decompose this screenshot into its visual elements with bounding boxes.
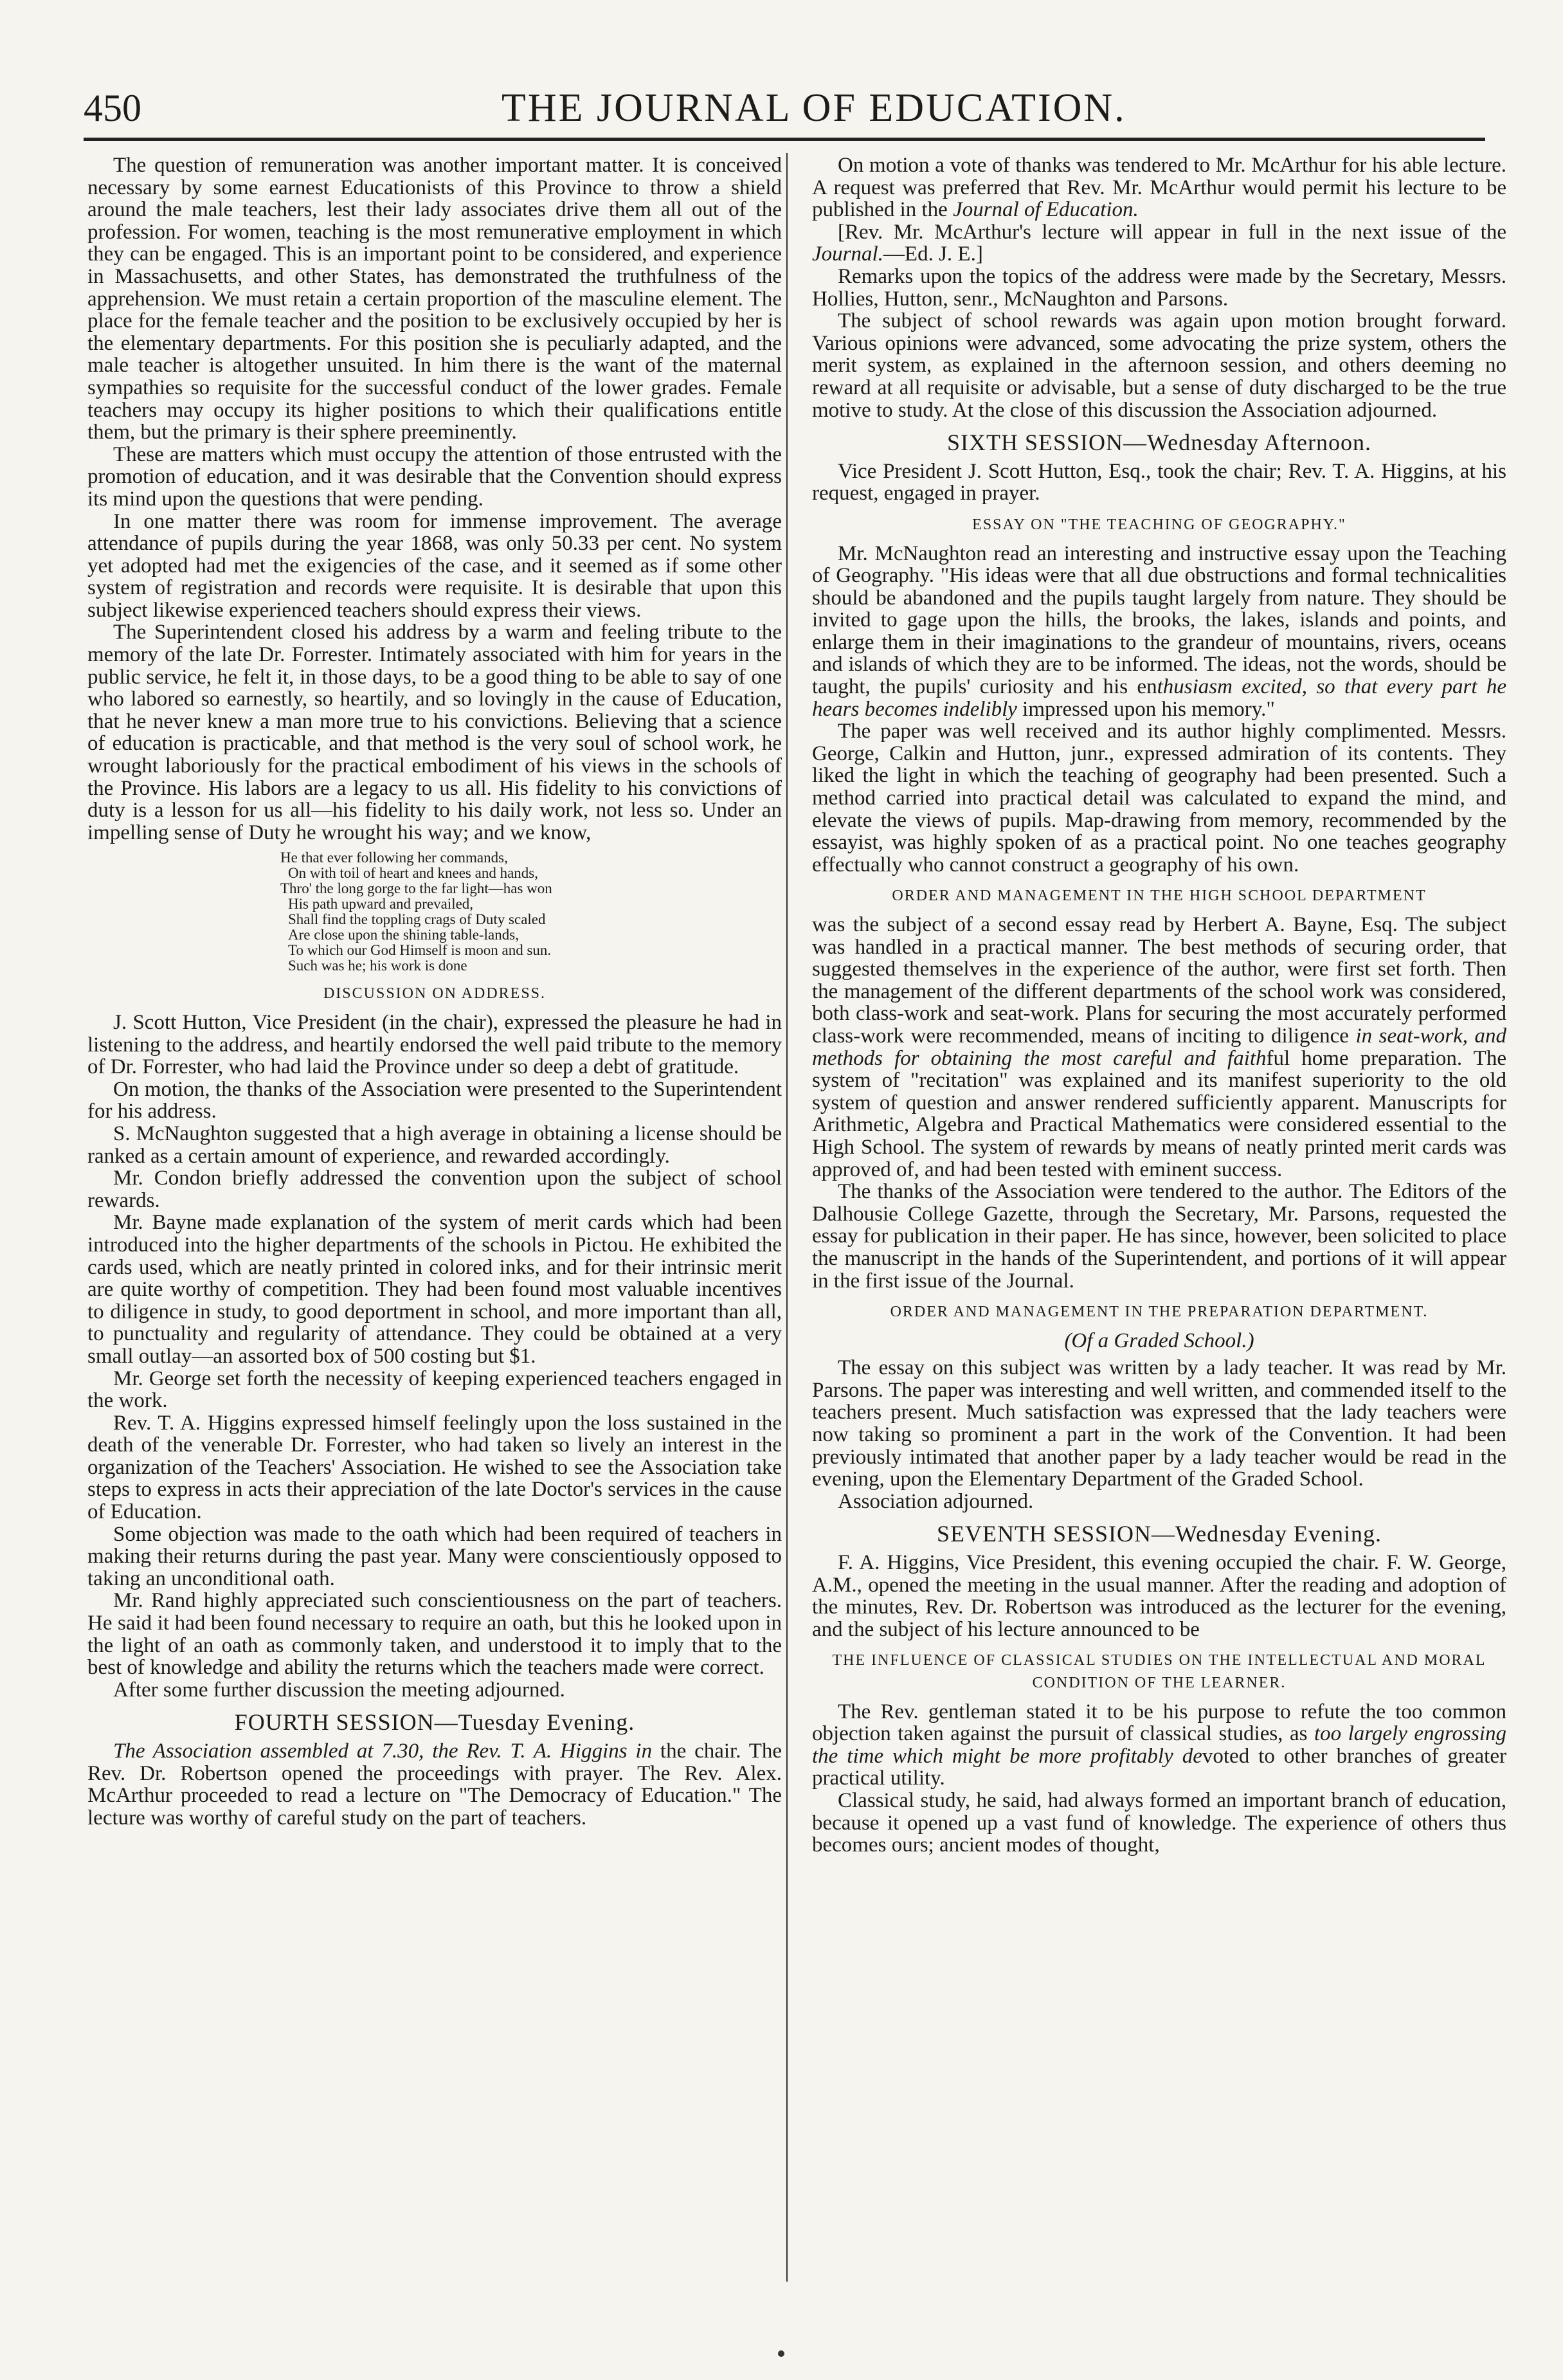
text-run: —Ed. J. E.] (883, 242, 983, 266)
paragraph: The essay on this subject was written by a lady teacher. It was read by Mr. Parsons. The paper was interesting and well written, and commended itself to the teachers present. Much satisfaction was expressed that the lady teachers were now taking so prominent a part in the work of the Convention. It had been previously intimated that another paper by a lady teacher would be read in the evening, upon the Elementary Department of the Graded School. (812, 1356, 1506, 1491)
paragraph: Remarks upon the topics of the address were made by the Secretary, Messrs. Hollies, Hutton, senr., McNaughton and Parsons. (812, 264, 1506, 311)
page-number: 450 (84, 87, 141, 129)
paragraph (812, 154, 1506, 221)
paragraph: Classical study, he said, had always formed an important branch of education, because it opened up a vast fund of knowledge. The experience of others thus becomes ours; ancient modes of thought, (812, 1788, 1506, 1857)
paragraph: Some objection was made to the oath which had been required of teachers in making their returns during the past year. Many were conscientiously opposed to taking an unconditional oath. (87, 1522, 782, 1590)
poem-line: His path upward and prevailed, (288, 896, 474, 913)
section-heading: SIXTH SESSION—Wednesday Afternoon. (946, 430, 1372, 456)
paragraph: These are matters which must occupy the attention of those entrusted with the promotion of education, and it was desirable that the Convention should express its mind upon the questions that were pending. (87, 442, 782, 511)
paragraph: J. Scott Hutton, Vice President (in the chair), expressed the pleasure he had in listening to the address, and heartily endorsed the well paid tribute to the memory of Dr. Forrester, who had laid the Province under so deep a debt of gratitude. (87, 1011, 782, 1079)
poem-line: To which our God Himself is moon and sun. (288, 942, 552, 959)
paragraph: S. McNaughton suggested that a high average in obtaining a license should be ranked as a certain amount of experience, and rewarded accordingly. (87, 1122, 782, 1168)
paragraph: The thanks of the Association were tendered to the author. The Editors of the Dalhousie College Gazette, through the Secretary, Mr. Parsons, requested the essay for publication in their paper. He has since, however, been solicited to place the manuscript in the hands of the Superintendent, and portions of it will appear in the first issue of the Journal. (812, 1180, 1506, 1293)
poem-quote (280, 850, 782, 974)
right-column (812, 154, 1506, 1857)
italic-text: thusiasm excited, so that every part he hears becomes indelibly (812, 675, 1507, 721)
paragraph: Mr. Rand highly appreciated such conscientiousness on the part of teachers. He said it had been found necessary to require an oath, but this he looked upon in the light of an oath as commonly taken, and understood it to imply that to the best of knowledge and ability the returns which the teachers made were correct. (87, 1589, 782, 1680)
paragraph: Rev. T. A. Higgins expressed himself feelingly upon the loss sustained in the death of the venerable Dr. Forrester, who had taken so lively an interest in the organization of the Teachers' Association. He wished to see the Association take steps to express in acts their appreciation of the late Doctor's services in the cause of Education. (87, 1411, 782, 1524)
text-run: On motion a vote of thanks was tendered to Mr. McArthur for his able lecture. A request was preferred that Rev. Mr. McArthur would permit his lecture to be published in the (812, 154, 1506, 222)
paragraph: The question of remuneration was another important matter. It is conceived necessary by some earnest Educationists of this Province to throw a shield around the male teachers, lest their lady associates drive them all out of the profession. For women, teaching is the most remunerative employment in which they can be engaged. This is an important point to be considered, and experience in Massachusetts, and other States, has demonstrated the truthfulness of the apprehension. We must retain a certain proportion of the masculine element. The place for the female teacher and the position to be exclusively occupied by her is the elementary departments. For this position she is peculiarly adapted, and the male teacher is altogether unsuited. In him there is the want of the maternal sympathies so requisite for the successful conduct of the lower grades. Female teachers may occupy its higher positions to which their qualifications entitle them, but the primary is their sphere preeminently. (87, 154, 782, 444)
italic-text: too largely engrossing the time which might be more profitably de (812, 1722, 1506, 1768)
text-run: ful home preparation. The system of "recitation" was explained and its manifest superiority to the old system of question and answer rendered sufficiently apparent. Manuscripts for Arithmetic, Algebra and Practical Mathematics were considered essential to the High School. The system of rewards by means of neatly printed merit cards was approved of, and had been tested with eminent success. (812, 1046, 1506, 1181)
italic-text: Journal of Education. (953, 198, 1139, 222)
print-mark (778, 2350, 784, 2357)
paragraph: F. A. Higgins, Vice President, this evening occupied the chair. F. W. George, A.M., opened the meeting in the usual manner. After the reading and adoption of the minutes, Rev. Dr. Robertson was introduced as the lecturer for the evening, and the subject of his lecture announced to be (812, 1551, 1506, 1641)
poem-line: Thro' the long gorge to the far light—has won (280, 880, 552, 897)
paragraph: Mr. Condon briefly addressed the convention upon the subject of school rewards. (87, 1167, 782, 1212)
poem-line: On with toil of heart and knees and hands, (288, 865, 538, 882)
section-heading: SEVENTH SESSION—Wednesday Evening. (936, 1521, 1382, 1547)
section-heading: DISCUSSION ON ADDRESS. (323, 985, 547, 1003)
left-column (87, 154, 782, 1829)
paragraph (87, 1740, 782, 1829)
text-run: was the subject of a second essay read by Herbert A. Bayne, Esq. The subject was handled in a practical manner. The best methods of securing order, that suggested themselves in the experience of the author, were first set forth. Then the management of the different departments of the school work was considered, both class-work and seat-work. Plans for securing the most accurately performed class-work were recommended, means of inciting to diligence (812, 913, 1506, 1048)
paragraph: The paper was well received and its author highly complimented. Messrs. George, Calkin and Hutton, junr., expressed admiration of its contents. They liked the light in which the teaching of geography had been presented. Such a method carried into practical detail was calculated to expand the mind, and elevate the views of pupils. Map-drawing from memory, recommended by the essayist, was highly spoken of as a practical point. No one teaches geography effectually who cannot construct a geography of his own. (812, 720, 1506, 877)
poem-line: Are close upon the shining table-lands, (288, 927, 519, 943)
text-run: the chair. The Rev. Dr. Robertson opened the proceedings with prayer. The Rev. Alex. McArthur proceeded to read a lecture on "The Democracy of Education." The lecture was worthy of careful study on the part of teachers. (87, 1740, 782, 1830)
poem-line: Such was he; his work is done (288, 958, 467, 974)
column-divider (786, 153, 788, 2282)
page-header (84, 82, 1485, 134)
section-heading: ESSAY ON "THE TEACHING OF GEOGRAPHY." (972, 516, 1346, 533)
paragraph: In one matter there was room for immense improvement. The average attendance of pupils during the year 1868, was only 50.33 per cent. No system yet adopted had met the exigencies of the case, and it seemed as if some other system of registration and records were requisite. It is desirable that upon this subject likewise experienced teachers should express their views. (87, 509, 782, 622)
poem-line: Shall find the toppling crags of Duty scaled (288, 911, 546, 928)
text-run: Mr. McNaughton read an interesting and instructive essay upon the Teaching of Geography. "His ideas were that all due obstructions and formal technicalities should be abandoned and the pupils taught largely from nature. They should be invited to gage upon the hills, the brooks, the lakes, islands and points, and enlarge them in their imaginations to the grandeur of mountains, rivers, oceans and islands of which they are to be informed. The ideas, not the words, should be taught, the pupils' curiosity and his en (812, 541, 1506, 699)
text-run: [Rev. Mr. McArthur's lecture will appear in full in the next issue of the (838, 220, 1506, 244)
text-run: impressed upon his memory." (1016, 697, 1275, 721)
italic-text: Journal. (812, 242, 883, 266)
paragraph: The Superintendent closed his address by a warm and feeling tribute to the memory of the late Dr. Forrester. Intimately associated with him for years in the public service, he felt it, in those days, to be a good thing to be able to say of one who labored so earnestly, so heartily, and so lovingly in the cause of Education, that he never knew a man more true to his convictions. Believing that a science of education is practicable, and that method is the very soul of school work, he wrought laboriously for the practical embodiment of his views in the schools of the Province. His labors are a legacy to us all. His fidelity to his convictions of duty is a lesson for us all—his fidelity to his daily work, not less so. Under an impelling sense of Duty he wrought his way; and we know, (87, 621, 782, 844)
text-run: The Rev. gentleman stated it to be his purpose to refute the too common objection taken against the pursuit of classical studies, as (812, 1700, 1506, 1746)
section-heading: FOURTH SESSION—Tuesday Evening. (234, 1709, 635, 1736)
paragraph: After some further discussion the meeting adjourned. (113, 1678, 565, 1702)
section-heading: ORDER AND MANAGEMENT IN THE HIGH SCHOOL DEPARTMENT (892, 887, 1427, 905)
paragraph (812, 543, 1506, 721)
italic-text: The Association assembled at 7.30, the Rev. T. A. Higgins in (113, 1740, 653, 1763)
paragraph: Association adjourned. (838, 1489, 1034, 1513)
paragraph (812, 1701, 1506, 1790)
journal-title: THE JOURNAL OF EDUCATION. (501, 86, 1126, 130)
paragraph: The subject of school rewards was again upon motion brought forward. Various opinions were advanced, some advocating the prize system, others the merit system, as explained in the afternoon session, and others deeming no reward at all requisite or advisable, but a sense of duty discharged to be the true motive to study. At the close of this discussion the Association adjourned. (812, 309, 1506, 422)
paragraph: Vice President J. Scott Hutton, Esq., took the chair; Rev. T. A. Higgins, at his request, engaged in prayer. (812, 459, 1506, 505)
paragraph (812, 914, 1506, 1181)
paragraph: On motion, the thanks of the Association were presented to the Superintendent for his address. (87, 1077, 782, 1123)
poem-line: He that ever following her commands, (280, 849, 508, 866)
paragraph: Mr. George set forth the necessity of keeping experienced teachers engaged in the work. (87, 1367, 782, 1413)
header-rule (84, 138, 1485, 141)
italic-text: in seat-work, and methods for obtaining the most careful and faith (812, 1024, 1506, 1070)
section-heading: ORDER AND MANAGEMENT IN THE PREPARATION DEPARTMENT. (890, 1304, 1429, 1321)
section-subheading: (Of a Graded School.) (1064, 1329, 1254, 1352)
paragraph: Mr. Bayne made explanation of the system of merit cards which had been introduced into the higher departments of the schools in Pictou. He exhibited the cards used, which are neatly printed in colored inks, and for their intrinsic merit are quite worthy of competition. They had been found most valuable incentives to diligence in study, to good deportment in school, and more important than all, to punctuality and regularity of attendance. They could be obtained at a very small outlay—an assorted box of 500 costing but $1. (87, 1211, 782, 1368)
section-heading: THE INFLUENCE OF CLASSICAL STUDIES ON THE INTELLECTUAL AND MORAL CONDITION OF THE LEARNER. (832, 1652, 1486, 1691)
paragraph (812, 221, 1506, 266)
text-run: voted to other branches of greater practical utility. (812, 1744, 1506, 1790)
